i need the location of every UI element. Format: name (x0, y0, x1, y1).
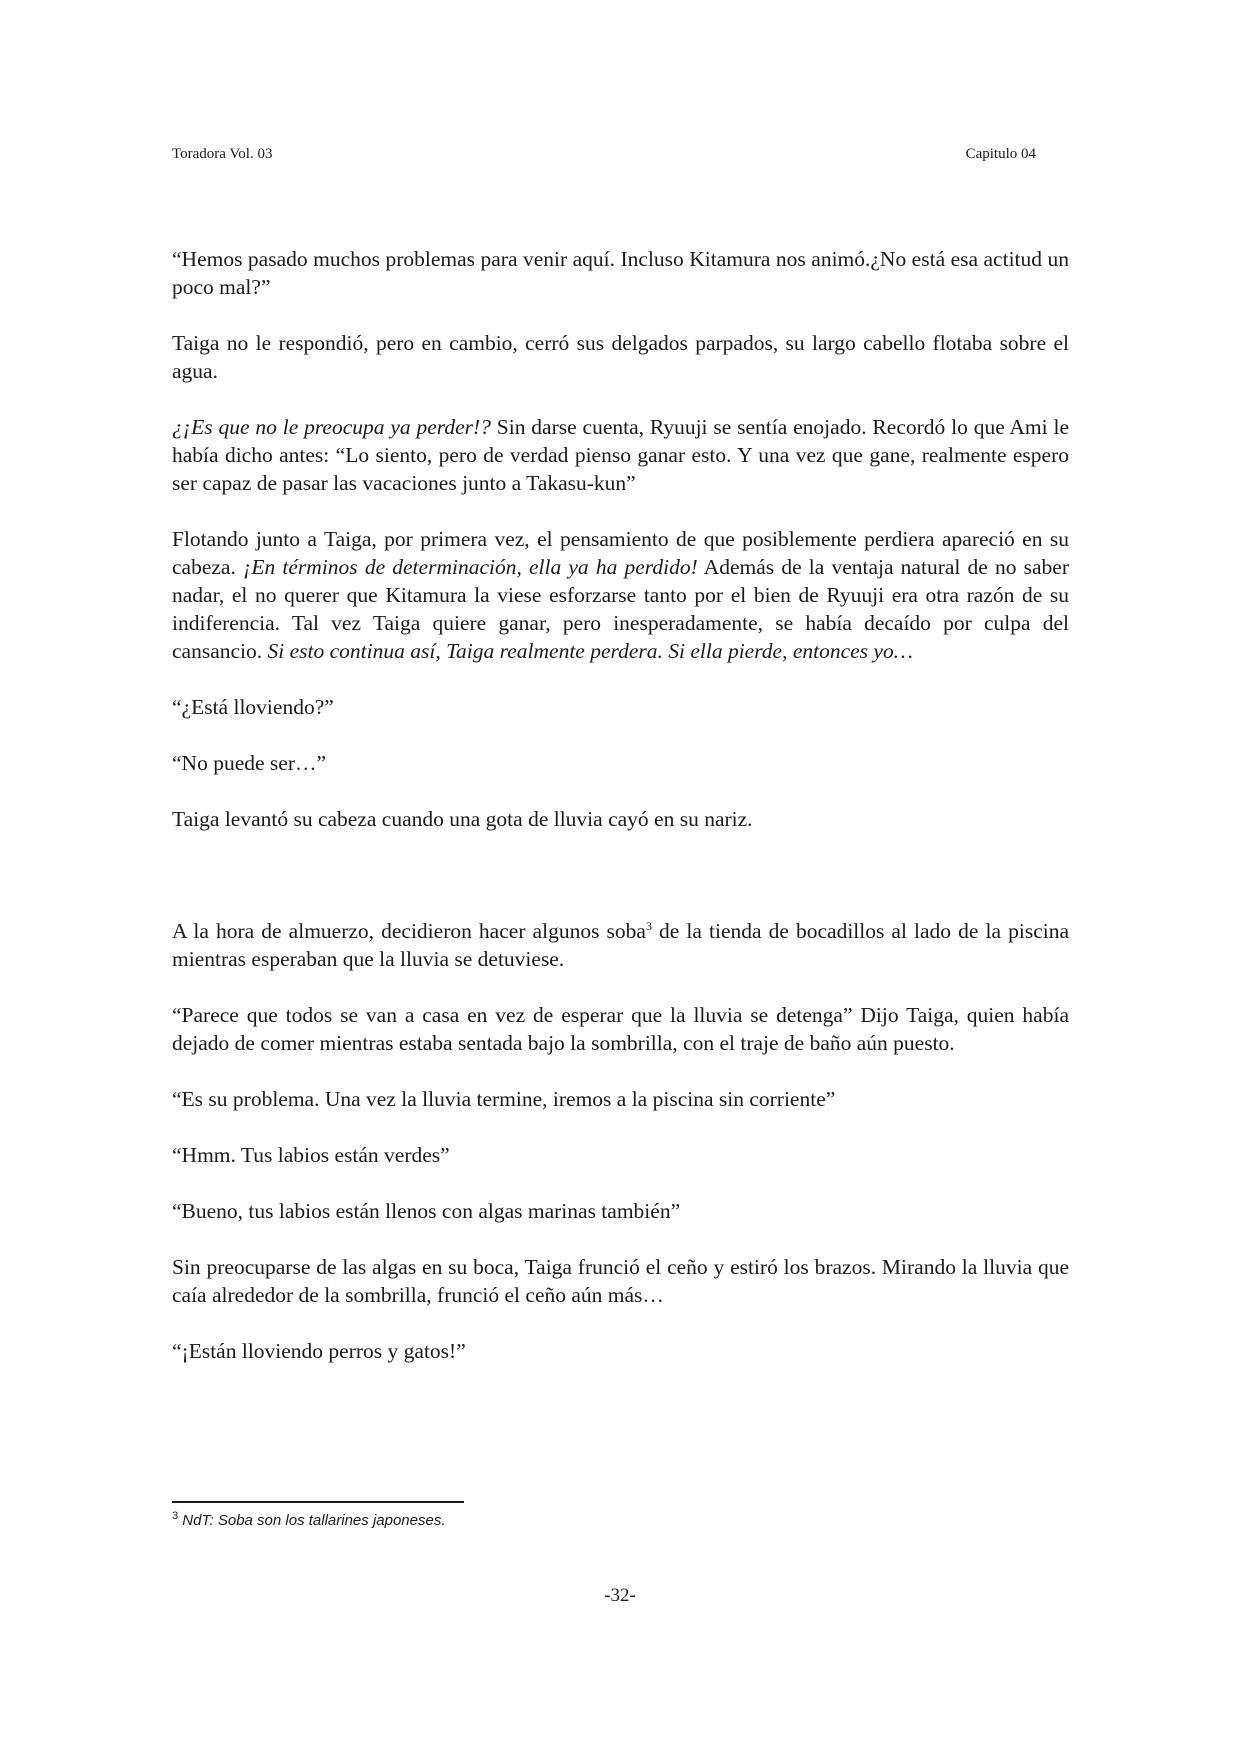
italic-thought: Si esto continua así, Taiga realmente perdera. Si ella pierde, entonces yo… (267, 639, 913, 663)
page-number: -32- (604, 1585, 636, 1606)
header-chapter: Capitulo 04 (965, 146, 1036, 162)
footnote-number: 3 (172, 1510, 179, 1522)
paragraph: “¡Están lloviendo perros y gatos!” (172, 1339, 466, 1363)
paragraph (172, 917, 1069, 973)
paragraph: “Parece que todos se van a casa en vez de esperar que la lluvia se detenga” Dijo Taiga, quien había dejado de comer mientras estaba sentada bajo la sombrilla, con el traje de baño aún puesto. (172, 1003, 1069, 1055)
paragraph: “¿Está lloviendo?” (172, 695, 334, 719)
footnote-text: NdT: Soba son los tallarines japoneses. (178, 1512, 446, 1529)
paragraph-text: A la hora de almuerzo, decidieron hacer algunos soba (172, 919, 646, 943)
paragraph-text: Flotando junto a Taiga, por primera vez, el pensamiento de que posiblemente perdiera apareció en su cabeza. (172, 527, 1069, 579)
italic-thought: ¿¡Es que no le preocupa ya perder!? (172, 415, 491, 439)
header-book-title: Toradora Vol. 03 (172, 146, 273, 162)
paragraph: Sin preocuparse de las algas en su boca, Taiga frunció el ceño y estiró los brazos. Mirando la lluvia que caía alrededor de la sombrilla, frunció el ceño aún más… (172, 1255, 1069, 1307)
paragraph: Taiga no le respondió, pero en cambio, cerró sus delgados parpados, su largo cabello flotaba sobre el agua. (172, 331, 1069, 383)
paragraph-text: Sin darse cuenta, Ryuuji se sentía enojado. Recordó lo que Ami le había dicho antes: “Lo siento, pero de verdad pienso ganar esto. Y una vez que gane, realmente espero ser capaz de pasar las vacaciones junto a Takasu-kun” (172, 415, 1069, 495)
body-text (172, 245, 1069, 1365)
paragraph (172, 525, 1069, 665)
paragraph: Taiga levantó su cabeza cuando una gota de lluvia cayó en su nariz. (172, 807, 753, 831)
italic-thought: ¡En términos de determinación, ella ya ha perdido! (243, 555, 698, 579)
paragraph: “Hmm. Tus labios están verdes” (172, 1143, 450, 1167)
paragraph: “Es su problema. Una vez la lluvia termine, iremos a la piscina sin corriente” (172, 1087, 836, 1111)
paragraph-text: Además de la ventaja natural de no saber nadar, el no querer que Kitamura la viese esforzarse tanto por el bien de Ryuuji era otra razón de su indiferencia. Tal vez Taiga quiere ganar, pero inesperadamente, se había decaído por culpa del cansancio. (172, 555, 1070, 663)
paragraph: “Bueno, tus labios están llenos con algas marinas también” (172, 1199, 681, 1223)
paragraph: “No puede ser…” (172, 751, 327, 775)
scene-break (172, 861, 1069, 917)
footnote-separator (172, 1501, 464, 1503)
paragraph-text: de la tienda de bocadillos al lado de la piscina mientras esperaban que la lluvia se detuviese. (172, 919, 1070, 971)
page-header (172, 146, 1036, 163)
paragraph: “Hemos pasado muchos problemas para venir aquí. Incluso Kitamura nos animó.¿No está esa actitud un poco mal?” (172, 247, 1069, 299)
paragraph (172, 413, 1069, 497)
footnote (172, 1512, 446, 1529)
footnote-reference: 3 (645, 919, 652, 933)
